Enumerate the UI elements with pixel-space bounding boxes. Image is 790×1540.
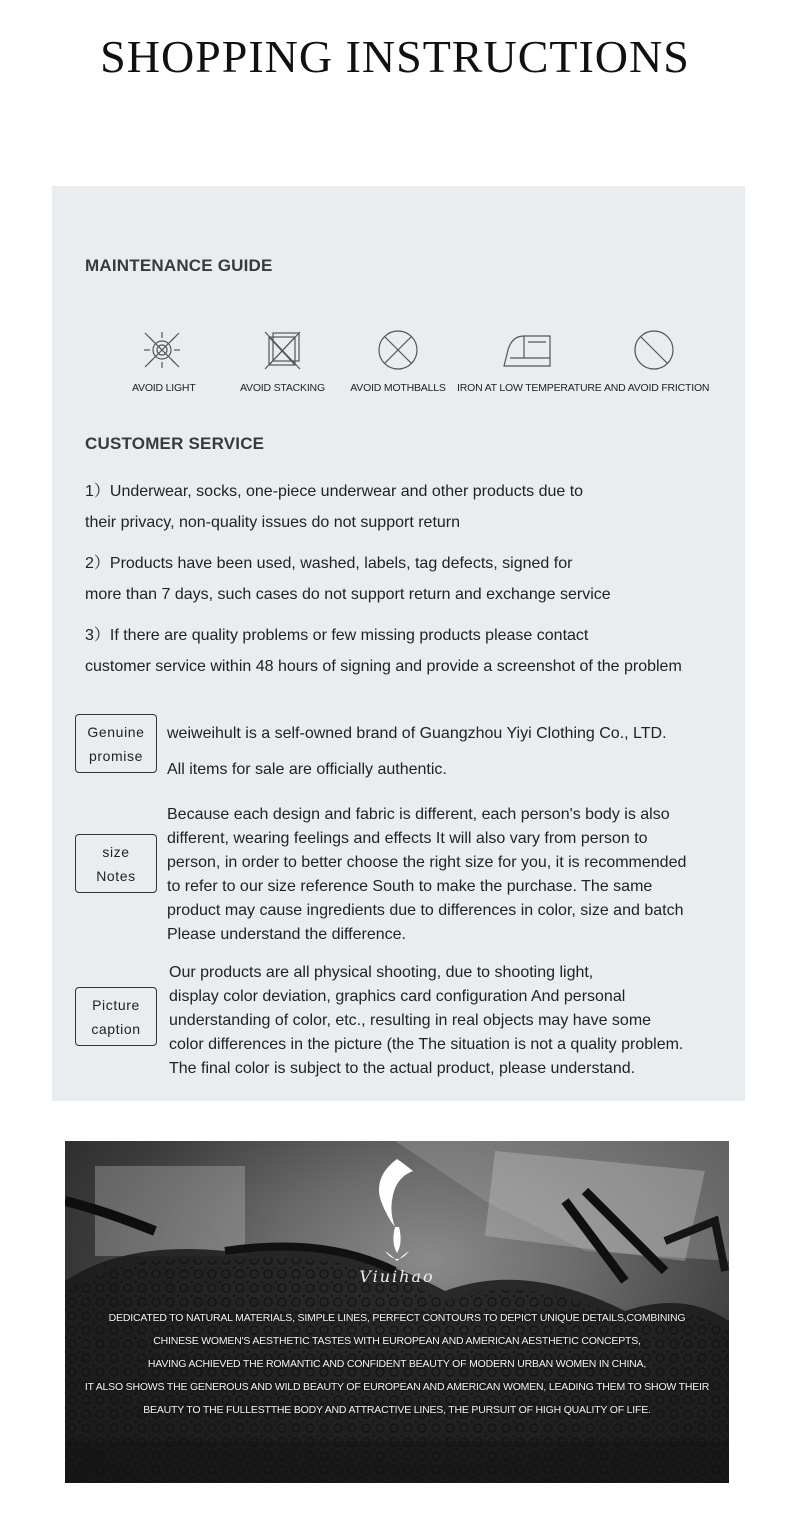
care-label: AND AVOID FRICTION [604, 382, 710, 394]
note-line: different, wearing feelings and effects It will also vary from person to [167, 830, 648, 847]
care-icons-row [52, 328, 745, 408]
instructions-panel [52, 186, 745, 1101]
circle-crossed-icon [376, 328, 420, 372]
note-line: Our products are all physical shooting, due to shooting light, [169, 964, 594, 981]
care-label: IRON AT LOW TEMPERATURE [457, 382, 602, 394]
box-crossed-icon [260, 328, 304, 372]
note-line: color differences in the picture (the The situation is not a quality problem. [169, 1036, 684, 1053]
brand-logo-icon [367, 1155, 427, 1275]
customer-service-line: customer service within 48 hours of signing and provide a screenshot of the problem [85, 658, 682, 675]
customer-service-line: their privacy, non-quality issues do not support return [85, 514, 461, 531]
badge-line: Notes [96, 867, 136, 884]
note-line: to refer to our size reference South to make the purchase. The same [167, 878, 653, 895]
note-line: All items for sale are officially authentic. [167, 761, 447, 778]
care-label: AVOID STACKING [240, 382, 325, 394]
care-item-iron-low-temperature [457, 328, 602, 394]
care-item-avoid-stacking [240, 328, 324, 394]
brand-statement-line: IT ALSO SHOWS THE GENEROUS AND WILD BEAUTY OF EUROPEAN AND AMERICAN WOMEN, LEADING THEM TO SHOW THEIR [84, 1381, 710, 1393]
note-line: product may cause ingredients due to differences in color, size and batch [167, 902, 684, 919]
note-line: understanding of color, etc., resulting in real objects may have some [169, 1012, 652, 1029]
brand-statement-line: CHINESE WOMEN'S AESTHETIC TASTES WITH EUROPEAN AND AMERICAN AESTHETIC CONCEPTS, [153, 1335, 641, 1347]
care-item-avoid-mothballs [350, 328, 446, 394]
brand-name: Viuihao [359, 1267, 435, 1286]
picture-caption-text [169, 961, 683, 1081]
brand-statement-line: BEAUTY TO THE FULLESTTHE BODY AND ATTRACTIVE LINES, THE PURSUIT OF HIGH QUALITY OF LIFE. [143, 1404, 651, 1416]
badge-line: promise [89, 747, 143, 764]
customer-service-line: 2）Products have been used, washed, labels, tag defects, signed for [85, 555, 573, 572]
badge-line: Picture [92, 996, 140, 1013]
care-label: AVOID MOTHBALLS [350, 382, 446, 394]
page-title: SHOPPING INSTRUCTIONS [100, 31, 690, 82]
customer-service-line: more than 7 days, such cases do not support return and exchange service [85, 586, 611, 603]
badge-line: Genuine [87, 723, 145, 740]
customer-service-line: 1）Underwear, socks, one-piece underwear and other products due to [85, 483, 584, 500]
care-label: AVOID LIGHT [132, 382, 196, 394]
care-item-avoid-friction [604, 328, 710, 394]
care-item-avoid-light [132, 328, 196, 394]
maintenance-guide-heading: MAINTENANCE GUIDE [85, 256, 273, 275]
badge-line: caption [91, 1020, 141, 1037]
note-line: Please understand the difference. [167, 926, 406, 943]
customer-service-line: 3）If there are quality problems or few missing products please contact [85, 627, 589, 644]
note-line: Because each design and fabric is different, each person's body is also [167, 806, 670, 823]
sun-crossed-icon [140, 328, 184, 372]
size-notes-badge [75, 834, 157, 893]
note-line: The final color is subject to the actual product, please understand. [169, 1060, 636, 1077]
picture-caption-badge [75, 987, 157, 1046]
genuine-promise-text [167, 716, 667, 788]
genuine-promise-badge [75, 714, 157, 773]
brand-banner-image [65, 1141, 729, 1483]
note-line: weiweihult is a self-owned brand of Guangzhou Yiyi Clothing Co., LTD. [167, 725, 667, 742]
note-line: display color deviation, graphics card configuration And personal [169, 988, 626, 1005]
brand-statement [65, 1307, 729, 1422]
customer-service-heading: CUSTOMER SERVICE [85, 434, 265, 453]
note-line: person, in order to better choose the right size for you, it is recommended [167, 854, 687, 871]
badge-line: size [102, 843, 130, 860]
brand-statement-line: HAVING ACHIEVED THE ROMANTIC AND CONFIDENT BEAUTY OF MODERN URBAN WOMEN IN CHINA, [147, 1358, 647, 1370]
prohibited-icon [632, 328, 676, 372]
size-notes-text [167, 803, 686, 947]
iron-icon [500, 328, 554, 372]
brand-statement-line: DEDICATED TO NATURAL MATERIALS, SIMPLE LINES, PERFECT CONTOURS TO DEPICT UNIQUE DETAILS,COMBINING [108, 1312, 686, 1324]
